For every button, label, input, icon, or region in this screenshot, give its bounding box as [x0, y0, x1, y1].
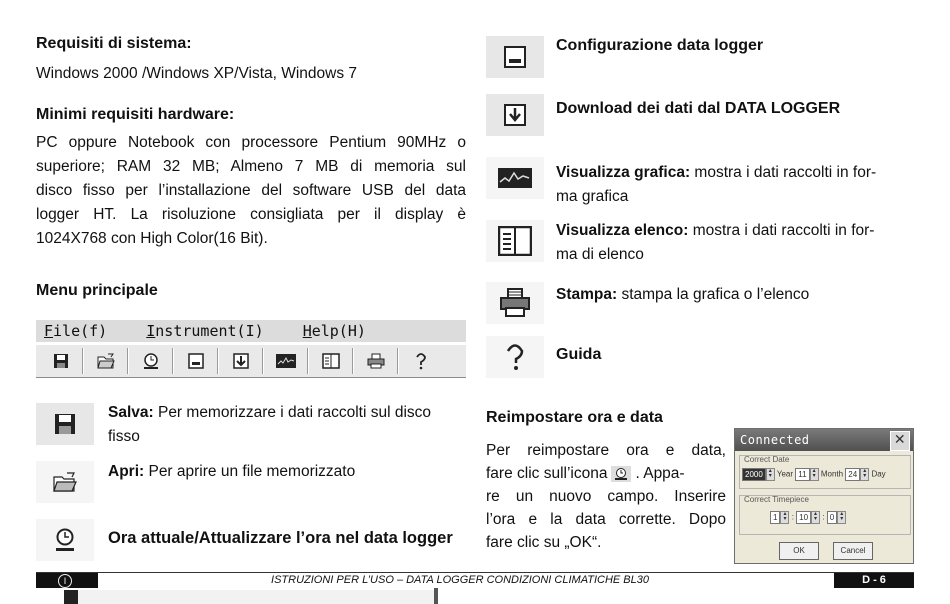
- menu-help[interactable]: Help(H): [302, 322, 366, 340]
- open-tile: [36, 461, 94, 503]
- toolbar-open-button[interactable]: [87, 348, 124, 374]
- toolbar: [36, 344, 466, 378]
- printer-tile: [486, 282, 544, 324]
- time-separator: :: [822, 512, 825, 522]
- print-description: Stampa: stampa la grafica o l’elenco: [556, 286, 810, 303]
- month-spinner[interactable]: ▴ ▾: [810, 468, 819, 481]
- second-input[interactable]: 0: [827, 511, 837, 524]
- hw-line: disco fisso per l’installazione del software USB del data: [36, 182, 466, 199]
- minute-spinner[interactable]: ▴ ▾: [811, 511, 820, 524]
- help-icon: [504, 342, 526, 372]
- footer-stub: [64, 590, 78, 604]
- time-fields: [770, 511, 846, 524]
- dialog-title-bar: [735, 429, 913, 451]
- clock-tile: [36, 519, 94, 561]
- menu-instrument[interactable]: Instrument(I): [146, 322, 264, 340]
- download-icon: [504, 104, 526, 126]
- toolbar-separator: [352, 348, 354, 374]
- save-tile: [36, 403, 94, 445]
- toolbar-print-button[interactable]: [357, 348, 394, 374]
- time-separator: :: [791, 512, 794, 522]
- footer-title: ISTRUZIONI PER L’USO – DATA LOGGER CONDIZIONI CLIMATICHE BL30: [271, 574, 649, 586]
- config-description: Configurazione data logger: [556, 37, 764, 54]
- close-icon[interactable]: ✕: [890, 431, 910, 451]
- hour-spinner[interactable]: ▴ ▾: [780, 511, 789, 524]
- month-label: Month: [820, 469, 844, 479]
- toolbar-separator: [127, 348, 129, 374]
- clock-icon: [142, 352, 160, 370]
- download-description: Download dei dati dal DATA LOGGER: [556, 100, 841, 117]
- config-icon: [188, 353, 204, 369]
- hardware-requirements-heading: Minimi requisiti hardware:: [36, 106, 235, 123]
- hw-line: 1024X768 con High Color(16 Bit).: [36, 230, 268, 247]
- time-group-label: Correct Timepiece: [744, 495, 809, 504]
- day-input[interactable]: 24: [845, 468, 860, 481]
- list-icon: [498, 226, 532, 256]
- time-group: [739, 495, 911, 535]
- inline-clock-icon: [611, 466, 631, 482]
- hw-line: PC oppure Notebook con processore Pentium 90MHz o: [36, 134, 466, 151]
- save-description: Salva: Per memorizzare i dati raccolti sul disco fisso: [108, 404, 432, 445]
- second-spinner[interactable]: ▴ ▾: [837, 511, 846, 524]
- reset-line-icon: fare clic sull’icona . Appa-: [486, 465, 685, 482]
- year-spinner[interactable]: ▴ ▾: [766, 468, 775, 481]
- reset-line: l’ora e la data corrette. Dopo: [486, 511, 726, 528]
- toolbar-graph-button[interactable]: [267, 348, 304, 374]
- system-requirements-text: Windows 2000 /Windows XP/Vista, Windows 7: [36, 65, 358, 82]
- hw-line: superiore; RAM 32 MB; Almeno 7 MB di memoria sul: [36, 158, 466, 175]
- toolbar-help-button[interactable]: [402, 348, 439, 374]
- year-label: Year: [776, 469, 794, 479]
- connected-dialog: [734, 428, 914, 564]
- day-label: Day: [871, 469, 886, 479]
- menu-file[interactable]: File(f): [44, 322, 108, 340]
- help-description: Guida: [556, 346, 602, 363]
- help-icon: [414, 352, 428, 370]
- config-icon: [504, 46, 526, 68]
- open-folder-icon: [97, 353, 115, 369]
- toolbar-separator: [82, 348, 84, 374]
- save-icon: [53, 353, 69, 369]
- open-folder-icon: [53, 472, 77, 492]
- graph-tile: [486, 157, 544, 199]
- toolbar-config-button[interactable]: [177, 348, 214, 374]
- printer-icon: [367, 353, 385, 369]
- dialog-title: Connected: [740, 433, 810, 447]
- graph-icon: [276, 354, 296, 368]
- date-group-label: Correct Date: [744, 455, 790, 464]
- system-requirements-heading: Requisiti di sistema:: [36, 35, 192, 52]
- footer-stub-band: [78, 590, 434, 604]
- toolbar-separator: [217, 348, 219, 374]
- date-group: [739, 455, 911, 489]
- main-menu-heading: Menu principale: [36, 282, 158, 299]
- list-description: Visualizza elenco: mostra i dati raccolti in for- ma di elenco: [556, 222, 875, 263]
- day-spinner[interactable]: ▴ ▾: [860, 468, 869, 481]
- toolbar-download-button[interactable]: [222, 348, 259, 374]
- open-description: Apri: Per aprire un file memorizzato: [108, 463, 356, 480]
- toolbar-separator: [262, 348, 264, 374]
- minute-input[interactable]: 10: [796, 511, 811, 524]
- list-icon: [322, 353, 340, 369]
- clock-icon: [54, 528, 76, 552]
- month-input[interactable]: 11: [795, 468, 809, 481]
- download-icon: [233, 353, 249, 369]
- menu-bar: [36, 320, 466, 342]
- hw-line: logger HT. La risoluzione consigliata per il display è: [36, 206, 466, 223]
- hardware-requirements-text: [36, 131, 466, 251]
- cancel-button[interactable]: Cancel: [833, 542, 873, 560]
- config-tile: [486, 36, 544, 78]
- help-tile: [486, 336, 544, 378]
- footer-stub-edge: [434, 588, 438, 604]
- page-number: D - 6: [834, 573, 914, 588]
- clock-description: Ora attuale/Attualizzare l’ora nel data logger: [108, 529, 453, 547]
- reset-line: Per reimpostare ora e data,: [486, 442, 726, 459]
- toolbar-save-button[interactable]: [42, 348, 79, 374]
- toolbar-separator: [397, 348, 399, 374]
- language-badge: I: [58, 574, 72, 588]
- save-icon: [54, 413, 76, 435]
- graph-icon: [498, 168, 532, 188]
- toolbar-list-button[interactable]: [312, 348, 349, 374]
- toolbar-separator: [307, 348, 309, 374]
- graph-description: Visualizza grafica: mostra i dati raccolti in for- ma grafica: [556, 164, 877, 205]
- ok-button[interactable]: OK: [779, 542, 819, 560]
- hour-input[interactable]: 1: [770, 511, 780, 524]
- toolbar-separator: [172, 348, 174, 374]
- reset-time-text: [486, 439, 726, 554]
- download-tile: [486, 94, 544, 136]
- list-tile: [486, 220, 544, 262]
- date-fields: [742, 468, 886, 481]
- toolbar-clock-button[interactable]: [132, 348, 169, 374]
- reset-line: fare clic su „OK“.: [486, 534, 602, 551]
- printer-icon: [499, 288, 531, 318]
- year-input[interactable]: 2000: [742, 468, 766, 481]
- reset-time-heading: Reimpostare ora e data: [486, 409, 663, 426]
- reset-line: re un nuovo campo. Inserire: [486, 488, 726, 505]
